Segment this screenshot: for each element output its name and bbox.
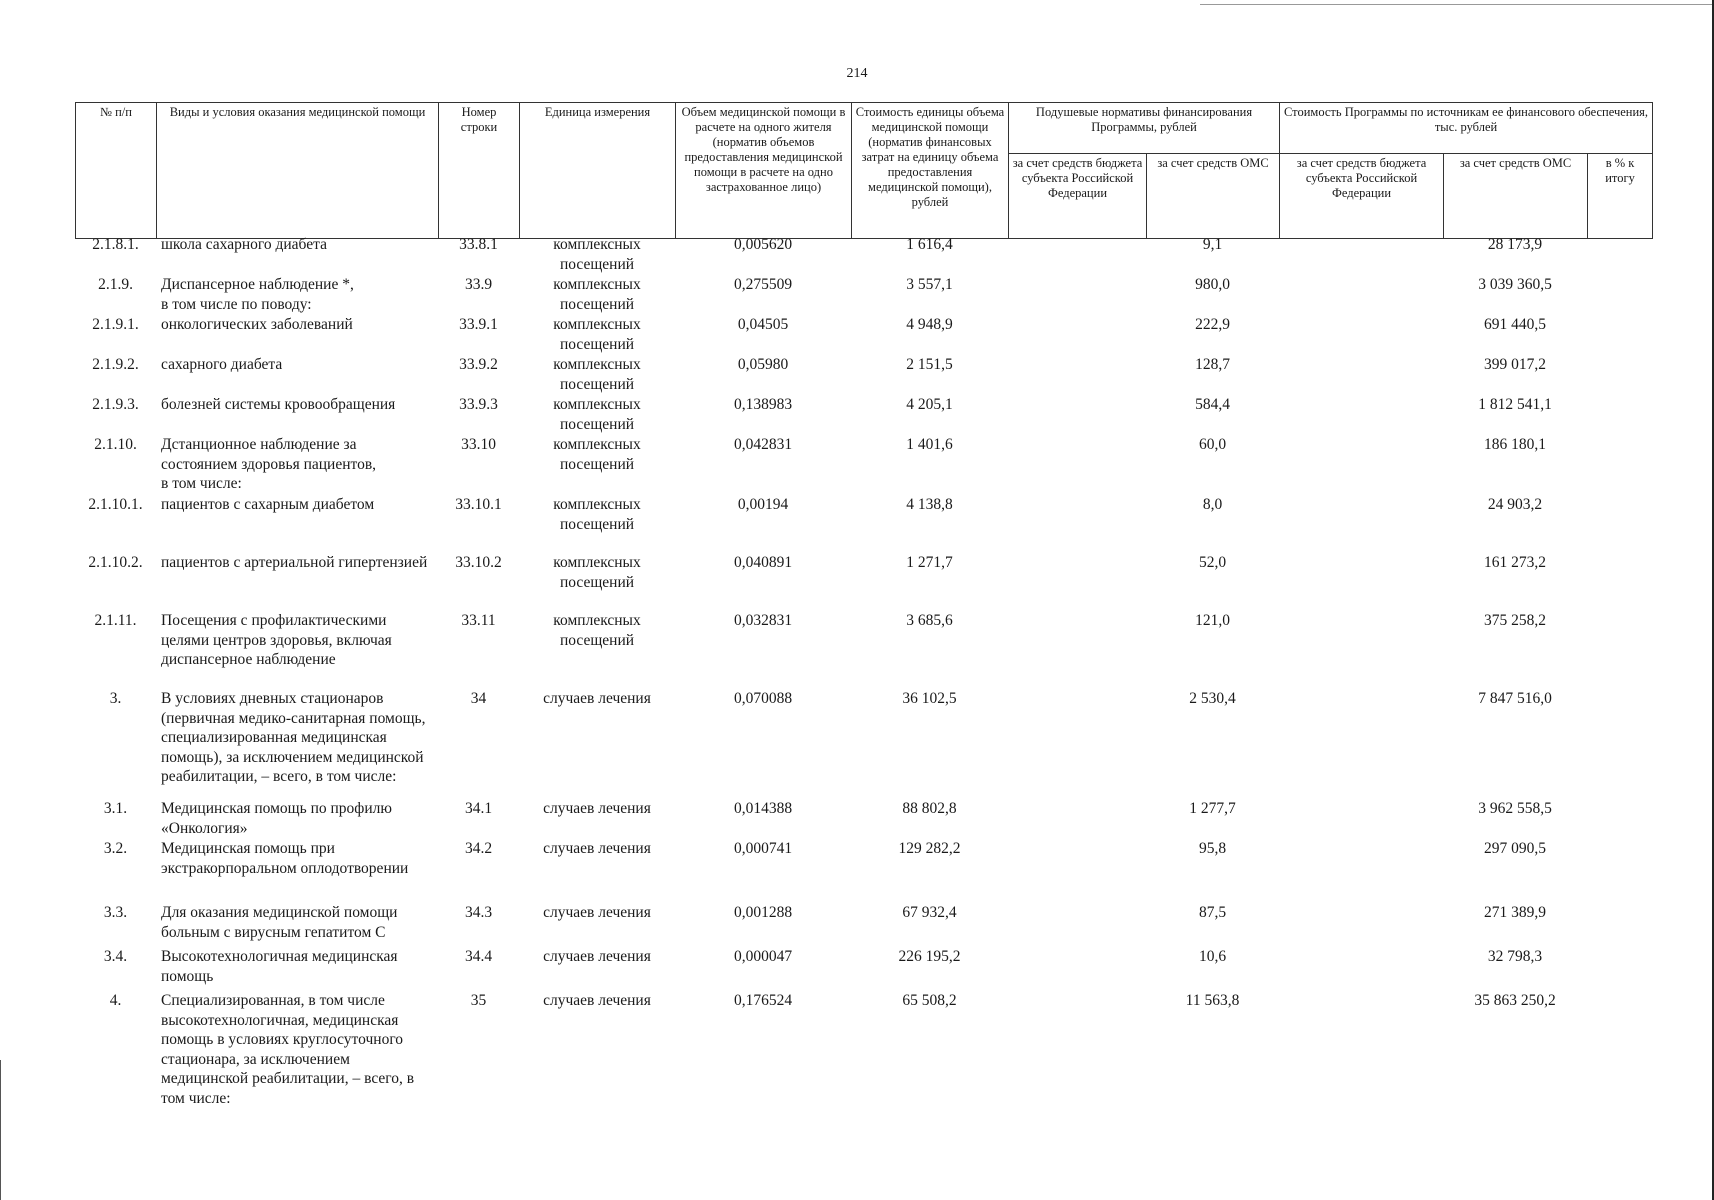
row-percap-budget: [1008, 799, 1146, 839]
row-unit: случаев лечения: [543, 992, 651, 1009]
row-number: 3.: [109, 690, 122, 707]
row-program-budget: [1279, 903, 1443, 947]
table-row: [75, 947, 1652, 991]
row-program-oms: 3 962 558,5: [1478, 800, 1552, 817]
row-name-text: Для оказания медицинской помощи больным с вирусным гепатитом С: [161, 904, 398, 941]
table-row: [75, 275, 1652, 315]
row-volume: 0,040891: [733, 554, 793, 571]
row-percap-budget: [1008, 315, 1146, 355]
row-unit: случаев лечения: [543, 948, 651, 965]
row-line-number: 33.9.1: [459, 316, 498, 333]
row-unit: случаев лечения: [543, 690, 651, 707]
row-program-pct: [1587, 495, 1652, 553]
row-name: [156, 553, 438, 611]
row-unit-cost: 3 557,1: [906, 276, 953, 293]
row-unit: комплексных посещений: [553, 396, 641, 433]
row-program-pct: [1587, 839, 1652, 903]
row-line-number: 33.8.1: [459, 236, 498, 253]
row-program-pct: [1587, 689, 1652, 799]
row-name-text: пациентов с сахарным диабетом: [161, 496, 375, 513]
row-program-budget: [1279, 689, 1443, 799]
row-line-number: 34: [470, 690, 487, 707]
header-per-capita: Подушевые нормативы финансирования Программы, рублей: [1009, 103, 1280, 154]
row-number: 4.: [109, 992, 122, 1009]
row-name-text: Медицинская помощь по профилю «Онкология»: [161, 800, 392, 837]
table-row: [75, 553, 1652, 611]
row-program-budget: [1279, 839, 1443, 903]
header-per-capita-oms: за счет средств ОМС: [1147, 154, 1280, 239]
row-percap-oms: 95,8: [1198, 840, 1227, 857]
row-unit: случаев лечения: [543, 904, 651, 921]
row-number: 2.1.10.: [94, 436, 137, 453]
row-program-budget: [1279, 495, 1443, 553]
row-unit: комплексных посещений: [553, 276, 641, 313]
row-program-oms: 24 903,2: [1487, 496, 1543, 513]
row-program-oms: 297 090,5: [1484, 840, 1546, 857]
row-name-text: школа сахарного диабета: [161, 236, 327, 253]
row-number: 3.2.: [103, 840, 128, 857]
row-program-budget: [1279, 355, 1443, 395]
row-name: [156, 991, 438, 1108]
row-program-budget: [1279, 315, 1443, 355]
row-program-pct: [1587, 235, 1652, 275]
row-unit-cost: 129 282,2: [898, 840, 961, 857]
row-line-number: 33.9: [464, 276, 493, 293]
row-volume: 0,001288: [733, 904, 793, 921]
row-number: 2.1.9.: [98, 276, 133, 293]
row-unit: комплексных посещений: [553, 356, 641, 393]
row-unit-cost: 1 616,4: [906, 236, 953, 253]
row-percap-oms: 222,9: [1195, 316, 1230, 333]
row-name-text: онкологических заболеваний: [161, 316, 353, 333]
row-program-oms: 161 273,2: [1484, 554, 1546, 571]
row-number: 3.3.: [103, 904, 128, 921]
table-row: [75, 799, 1652, 839]
row-name-text: Диспансерное наблюдение *,: [161, 276, 354, 293]
header-unit-cost: Стоимость единицы объема медицинской помощи (норматив финансовых затрат на единицу объема предоставления медицинской помощи), рублей: [852, 103, 1009, 239]
header-program-cost: Стоимость Программы по источникам ее финансового обеспечения, тыс. рублей: [1280, 103, 1653, 154]
table-row: [75, 355, 1652, 395]
row-program-oms: 399 017,2: [1484, 356, 1546, 373]
row-name-text: Специализированная, в том числе высокотехнологичная, медицинская помощь в условиях круглосуточного стационара, за исключением медицинской реабилитации, – всего, в том числе:: [161, 992, 415, 1107]
row-line-number: 33.9.3: [459, 396, 498, 413]
header-per-capita-budget: за счет средств бюджета субъекта Российской Федерации: [1009, 154, 1147, 239]
row-program-budget: [1279, 235, 1443, 275]
row-name-text: Медицинская помощь при экстракорпоральном оплодотворении: [161, 840, 409, 877]
row-percap-budget: [1008, 275, 1146, 315]
row-unit: случаев лечения: [543, 800, 651, 817]
row-unit-cost: 36 102,5: [902, 690, 957, 707]
table-header: [75, 102, 1653, 239]
row-name-text: Дстанционное наблюдение за состоянием здоровья пациентов,: [161, 436, 377, 473]
row-percap-budget: [1008, 495, 1146, 553]
row-unit: комплексных посещений: [553, 612, 641, 649]
row-name: [156, 839, 438, 903]
table-row: [75, 495, 1652, 553]
row-name: [156, 689, 438, 799]
table-row: [75, 435, 1652, 495]
row-program-budget: [1279, 991, 1443, 1108]
row-name-text: Высокотехнологичная медицинская помощь: [161, 948, 398, 985]
row-program-pct: [1587, 903, 1652, 947]
row-percap-budget: [1008, 395, 1146, 435]
row-percap-budget: [1008, 903, 1146, 947]
row-program-pct: [1587, 315, 1652, 355]
row-program-budget: [1279, 611, 1443, 689]
row-number: 3.1.: [103, 800, 128, 817]
scan-edge-left: [0, 1060, 1, 1200]
row-name-text: болезней системы кровообращения: [161, 396, 396, 413]
row-name: [156, 495, 438, 553]
row-program-pct: [1587, 275, 1652, 315]
row-percap-budget: [1008, 235, 1146, 275]
row-volume: 0,176524: [733, 992, 793, 1009]
row-line-number: 33.10.2: [455, 554, 502, 571]
row-unit-cost: 67 932,4: [902, 904, 957, 921]
row-program-budget: [1279, 553, 1443, 611]
row-name: [156, 235, 438, 275]
row-program-oms: 32 798,3: [1487, 948, 1543, 965]
row-program-oms: 271 389,9: [1484, 904, 1546, 921]
row-percap-oms: 128,7: [1195, 356, 1230, 373]
table-row: [75, 611, 1652, 689]
row-percap-oms: 980,0: [1195, 276, 1230, 293]
row-line-number: 34.3: [464, 904, 493, 921]
table-row: [75, 839, 1652, 903]
row-percap-oms: 8,0: [1202, 496, 1223, 513]
row-program-pct: [1587, 355, 1652, 395]
row-number: 2.1.9.2.: [92, 356, 139, 373]
row-number: 2.1.9.3.: [92, 396, 139, 413]
header-kind: Виды и условия оказания медицинской помощи: [157, 103, 439, 239]
row-volume: 0,014388: [733, 800, 793, 817]
row-percap-oms: 52,0: [1198, 554, 1227, 571]
row-percap-oms: 60,0: [1198, 436, 1227, 453]
row-volume: 0,000047: [733, 948, 793, 965]
row-line-number: 33.10: [461, 436, 496, 453]
row-percap-budget: [1008, 839, 1146, 903]
row-number: 3.4.: [103, 948, 128, 965]
row-program-budget: [1279, 799, 1443, 839]
row-line-number: 33.10.1: [455, 496, 502, 513]
table-row: [75, 689, 1652, 799]
row-name: [156, 435, 438, 495]
row-percap-budget: [1008, 991, 1146, 1108]
row-program-oms: 28 173,9: [1487, 236, 1543, 253]
row-unit-cost: 65 508,2: [902, 992, 957, 1009]
header-program-pct: в % к итогу: [1588, 154, 1653, 239]
row-percap-budget: [1008, 689, 1146, 799]
row-name: [156, 799, 438, 839]
header-row-number: Номер строки: [439, 103, 520, 239]
row-percap-oms: 584,4: [1195, 396, 1230, 413]
row-unit-cost: 3 685,6: [906, 612, 953, 629]
header-volume: Объем медицинской помощи в расчете на одного жителя (норматив объемов предоставления медицинской помощи в расчете на одно застрахованное лицо): [676, 103, 852, 239]
row-name: [156, 355, 438, 395]
row-line-number: 33.11: [461, 612, 496, 629]
row-percap-budget: [1008, 611, 1146, 689]
row-line-number: 34.1: [464, 800, 493, 817]
row-percap-budget: [1008, 553, 1146, 611]
header-no: № п/п: [76, 103, 157, 239]
row-program-oms: 35 863 250,2: [1474, 992, 1556, 1009]
row-name-text: Посещения с профилактическими целями центров здоровья, включая диспансерное наблюдение: [161, 612, 392, 668]
row-name: [156, 611, 438, 689]
row-volume: 0,070088: [733, 690, 793, 707]
scan-edge-top: [1200, 4, 1714, 5]
row-name: [156, 947, 438, 991]
row-volume: 0,005620: [733, 236, 793, 253]
row-name-text: сахарного диабета: [161, 356, 283, 373]
row-program-budget: [1279, 947, 1443, 991]
row-program-oms: 1 812 541,1: [1478, 396, 1552, 413]
table-row: [75, 903, 1652, 947]
row-name: [156, 315, 438, 355]
row-program-oms: 7 847 516,0: [1478, 690, 1552, 707]
row-name: [156, 275, 438, 315]
table-row: [75, 315, 1652, 355]
row-name-subtext: в том числе по поводу:: [161, 295, 312, 313]
row-line-number: 33.9.2: [459, 356, 498, 373]
row-volume: 0,275509: [733, 276, 793, 293]
row-program-pct: [1587, 553, 1652, 611]
row-percap-oms: 11 563,8: [1185, 992, 1240, 1009]
row-unit-cost: 2 151,5: [906, 356, 953, 373]
row-volume: 0,000741: [733, 840, 793, 857]
row-line-number: 35: [470, 992, 487, 1009]
header-program-oms: за счет средств ОМС: [1444, 154, 1588, 239]
header-program-budget: за счет средств бюджета субъекта Российской Федерации: [1280, 154, 1444, 239]
row-name-subtext: в том числе:: [161, 475, 242, 492]
row-unit: комплексных посещений: [553, 554, 641, 591]
row-unit-cost: 4 138,8: [906, 496, 953, 513]
row-program-pct: [1587, 947, 1652, 991]
row-program-pct: [1587, 799, 1652, 839]
row-program-budget: [1279, 435, 1443, 495]
row-number: 2.1.9.1.: [92, 316, 139, 333]
row-line-number: 34.4: [464, 948, 493, 965]
row-percap-budget: [1008, 435, 1146, 495]
row-volume: 0,05980: [737, 356, 789, 373]
row-unit: случаев лечения: [543, 840, 651, 857]
data-table: [75, 235, 1652, 1108]
row-percap-budget: [1008, 355, 1146, 395]
row-volume: 0,138983: [733, 396, 793, 413]
row-percap-oms: 87,5: [1198, 904, 1227, 921]
row-unit: комплексных посещений: [553, 436, 641, 473]
row-unit-cost: 4 205,1: [906, 396, 953, 413]
row-number: 2.1.11.: [94, 612, 137, 629]
row-number: 2.1.8.1.: [92, 236, 139, 253]
row-unit: комплексных посещений: [553, 236, 641, 273]
row-program-oms: 375 258,2: [1484, 612, 1546, 629]
row-program-pct: [1587, 395, 1652, 435]
row-program-budget: [1279, 275, 1443, 315]
row-program-pct: [1587, 435, 1652, 495]
row-unit-cost: 1 271,7: [906, 554, 953, 571]
table-row: [75, 991, 1652, 1108]
row-unit-cost: 4 948,9: [906, 316, 953, 333]
row-name-text: В условиях дневных стационаров (первичная медико-санитарная помощь, специализированная медицинская помощь), за исключением медицинской реабилитации, – всего, в том числе:: [161, 690, 426, 785]
header-unit: Единица измерения: [520, 103, 676, 239]
row-volume: 0,04505: [737, 316, 789, 333]
row-percap-oms: 1 277,7: [1189, 800, 1236, 817]
row-name: [156, 395, 438, 435]
row-percap-oms: 121,0: [1195, 612, 1230, 629]
row-unit-cost: 88 802,8: [902, 800, 957, 817]
row-number: 2.1.10.2.: [88, 554, 143, 571]
row-program-budget: [1279, 395, 1443, 435]
row-unit: комплексных посещений: [553, 496, 641, 533]
row-percap-oms: 10,6: [1198, 948, 1227, 965]
row-percap-budget: [1008, 947, 1146, 991]
row-unit-cost: 1 401,6: [906, 436, 953, 453]
row-percap-oms: 9,1: [1202, 236, 1223, 253]
row-percap-oms: 2 530,4: [1189, 690, 1236, 707]
row-program-pct: [1587, 611, 1652, 689]
row-unit: комплексных посещений: [553, 316, 641, 353]
row-program-pct: [1587, 991, 1652, 1108]
row-name-text: пациентов с артериальной гипертензией: [161, 554, 428, 571]
page-number: 214: [846, 66, 868, 81]
row-volume: 0,032831: [733, 612, 793, 629]
row-program-oms: 691 440,5: [1484, 316, 1546, 333]
row-volume: 0,00194: [737, 496, 789, 513]
table-row: [75, 395, 1652, 435]
row-line-number: 34.2: [464, 840, 493, 857]
row-volume: 0,042831: [733, 436, 793, 453]
row-number: 2.1.10.1.: [88, 496, 143, 513]
row-unit-cost: 226 195,2: [898, 948, 961, 965]
row-name: [156, 903, 438, 947]
row-program-oms: 3 039 360,5: [1478, 276, 1552, 293]
row-program-oms: 186 180,1: [1484, 436, 1546, 453]
table-row: [75, 235, 1652, 275]
